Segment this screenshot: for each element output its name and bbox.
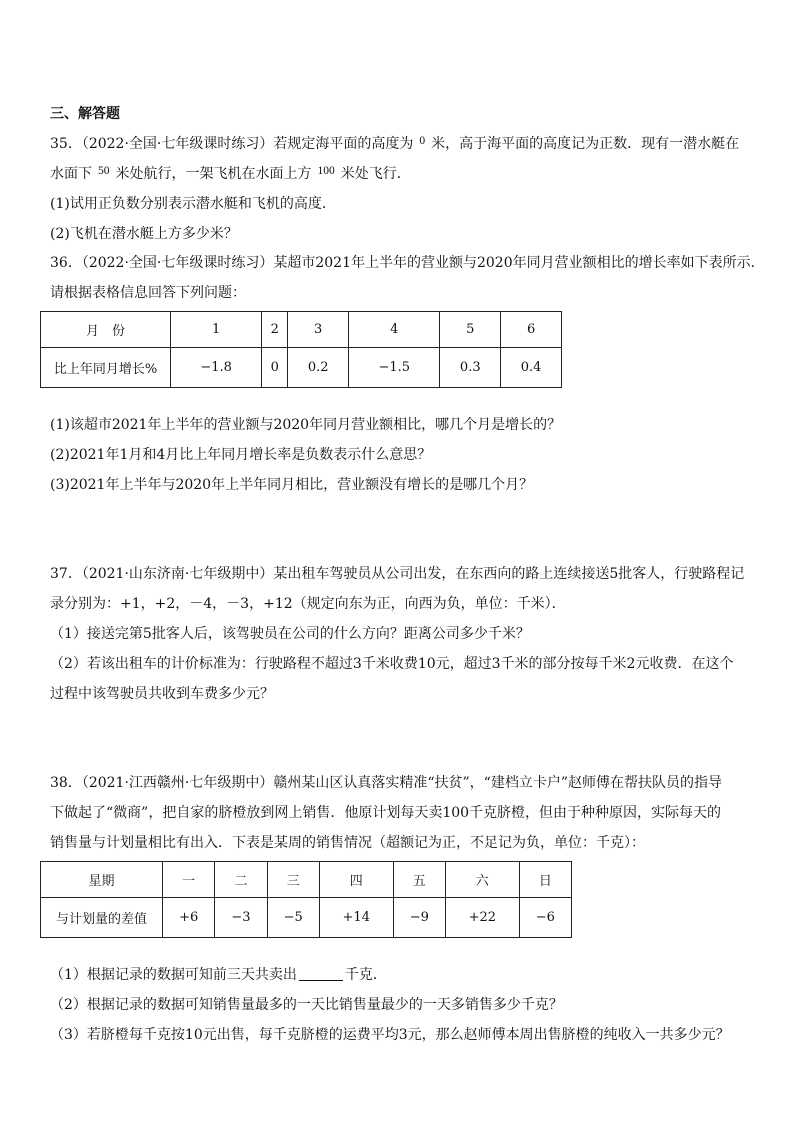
table-cell: 0.4 (501, 348, 562, 388)
q36-part-3: (3)2021年上半年与2020年上半年同月相比，营业额没有增长的是哪几个月？ (50, 477, 534, 493)
value-hundred: 100 (317, 165, 335, 177)
table-cell: 0 (262, 348, 288, 388)
q38-table-header (41, 862, 572, 898)
q38-line-1: 38．（2021·江西赣州·七年级期中）赣州某山区认真落实精准“扶贫”，“建档立卡户”赵师傅在帮扶队员的指导 (50, 775, 722, 791)
table-cell: −6 (519, 898, 571, 938)
q37-part-1: （1）接送完第5批客人后，该驾驶员在公司的什么方向？距离公司多少千米？ (50, 626, 530, 642)
table-cell: −5 (267, 898, 319, 938)
table-cell: 4 (349, 312, 440, 348)
q36-part-2: (2)2021年1月和4月比上年同月增长率是负数表示什么意思？ (50, 447, 432, 463)
q36-table-row (41, 348, 562, 388)
table-cell: 2 (262, 312, 288, 348)
q38-line-3: 销售量与计划量相比有出入．下表是某周的销售情况（超额记为正，不足记为负，单位：千克）： (50, 835, 645, 851)
table-cell: 与计划量的差值 (41, 898, 163, 938)
table-cell: 星期 (41, 862, 163, 898)
q38-part-3: （3）若脐橙每千克按10元出售，每千克脐橙的运费平均3元，那么赵师傅本周出售脐橙的纯收入一共多少元？ (50, 1027, 730, 1043)
table-cell: 六 (445, 862, 519, 898)
table-cell: 三 (267, 862, 319, 898)
q35-part-2: (2)飞机在潜水艇上方多少米？ (50, 226, 238, 242)
q37-line-1: 37．（2021·山东济南·七年级期中）某出租车驾驶员从公司出发，在东西向的路上连续接送5批客人，行驶路程记 (50, 566, 745, 582)
value-zero: 0 (419, 135, 426, 147)
q38-sales-table (40, 861, 572, 938)
q37-line-2: 录分别为：+1，+2，－4，－3，+12（规定向东为正，向西为负，单位：千米）． (50, 596, 566, 612)
table-cell: −1.5 (349, 348, 440, 388)
table-cell: 二 (215, 862, 267, 898)
table-cell: 6 (501, 312, 562, 348)
table-cell: 五 (393, 862, 445, 898)
q37-part-2b: 过程中该驾驶员共收到车费多少元？ (50, 686, 274, 702)
table-cell: 日 (519, 862, 571, 898)
q38-table-row (41, 898, 572, 938)
q36-table-header (41, 312, 562, 348)
q38-part-2: （2）根据记录的数据可知销售量最多的一天比销售量最少的一天多销售多少千克？ (50, 997, 563, 1013)
q38-line-2: 下做起了“微商”，把自家的脐橙放到网上销售．他原计划每天卖100千克脐橙，但由于种种原因，实际每天的 (50, 805, 722, 821)
table-cell: 一 (163, 862, 215, 898)
table-cell: +22 (445, 898, 519, 938)
table-cell: 四 (319, 862, 393, 898)
q36-line-1: 36．（2022·全国·七年级课时练习）某超市2021年上半年的营业额与2020年同月营业额相比的增长率如下表所示． (50, 255, 765, 271)
table-cell: 0.3 (440, 348, 501, 388)
q36-growth-table (40, 311, 562, 388)
q35-part-1: (1)试用正负数分别表示潜水艇和飞机的高度． (50, 196, 336, 212)
q37-part-2a: （2）若该出租车的计价标准为：行驶路程不超过3千米收费10元，超过3千米的部分按每千米2元收费．在这个 (50, 656, 734, 672)
answer-blank (299, 966, 343, 981)
q36-part-1: (1)该超市2021年上半年的营业额与2020年同月营业额相比，哪几个月是增长的？ (50, 417, 562, 433)
section-title: 三、解答题 (50, 106, 120, 122)
table-cell: 月 份 (41, 312, 171, 348)
table-cell: 1 (171, 312, 262, 348)
table-cell: −9 (393, 898, 445, 938)
q38-part-1: （1）根据记录的数据可知前三天共卖出 千克． (50, 967, 387, 983)
table-cell: 3 (288, 312, 349, 348)
table-cell: +14 (319, 898, 393, 938)
value-fifty: 50 (98, 165, 110, 177)
table-cell: −1.8 (171, 348, 262, 388)
table-cell: +6 (163, 898, 215, 938)
table-cell: 5 (440, 312, 501, 348)
table-cell: 比上年同月增长% (41, 348, 171, 388)
q35-line-1: 35．（2022·全国·七年级课时练习）若规定海平面的高度为 $^0$ 米，高于海平面的高度记为正数．现有一潜水艇在 (50, 135, 740, 152)
table-cell: −3 (215, 898, 267, 938)
q36-line-2: 请根据表格信息回答下列问题： (50, 285, 246, 301)
q35-line-2: 水面下 $^{50}$ 米处航行，一架飞机在水面上方 $^{100}$ 米处飞行． (50, 165, 411, 182)
table-cell: 0.2 (288, 348, 349, 388)
